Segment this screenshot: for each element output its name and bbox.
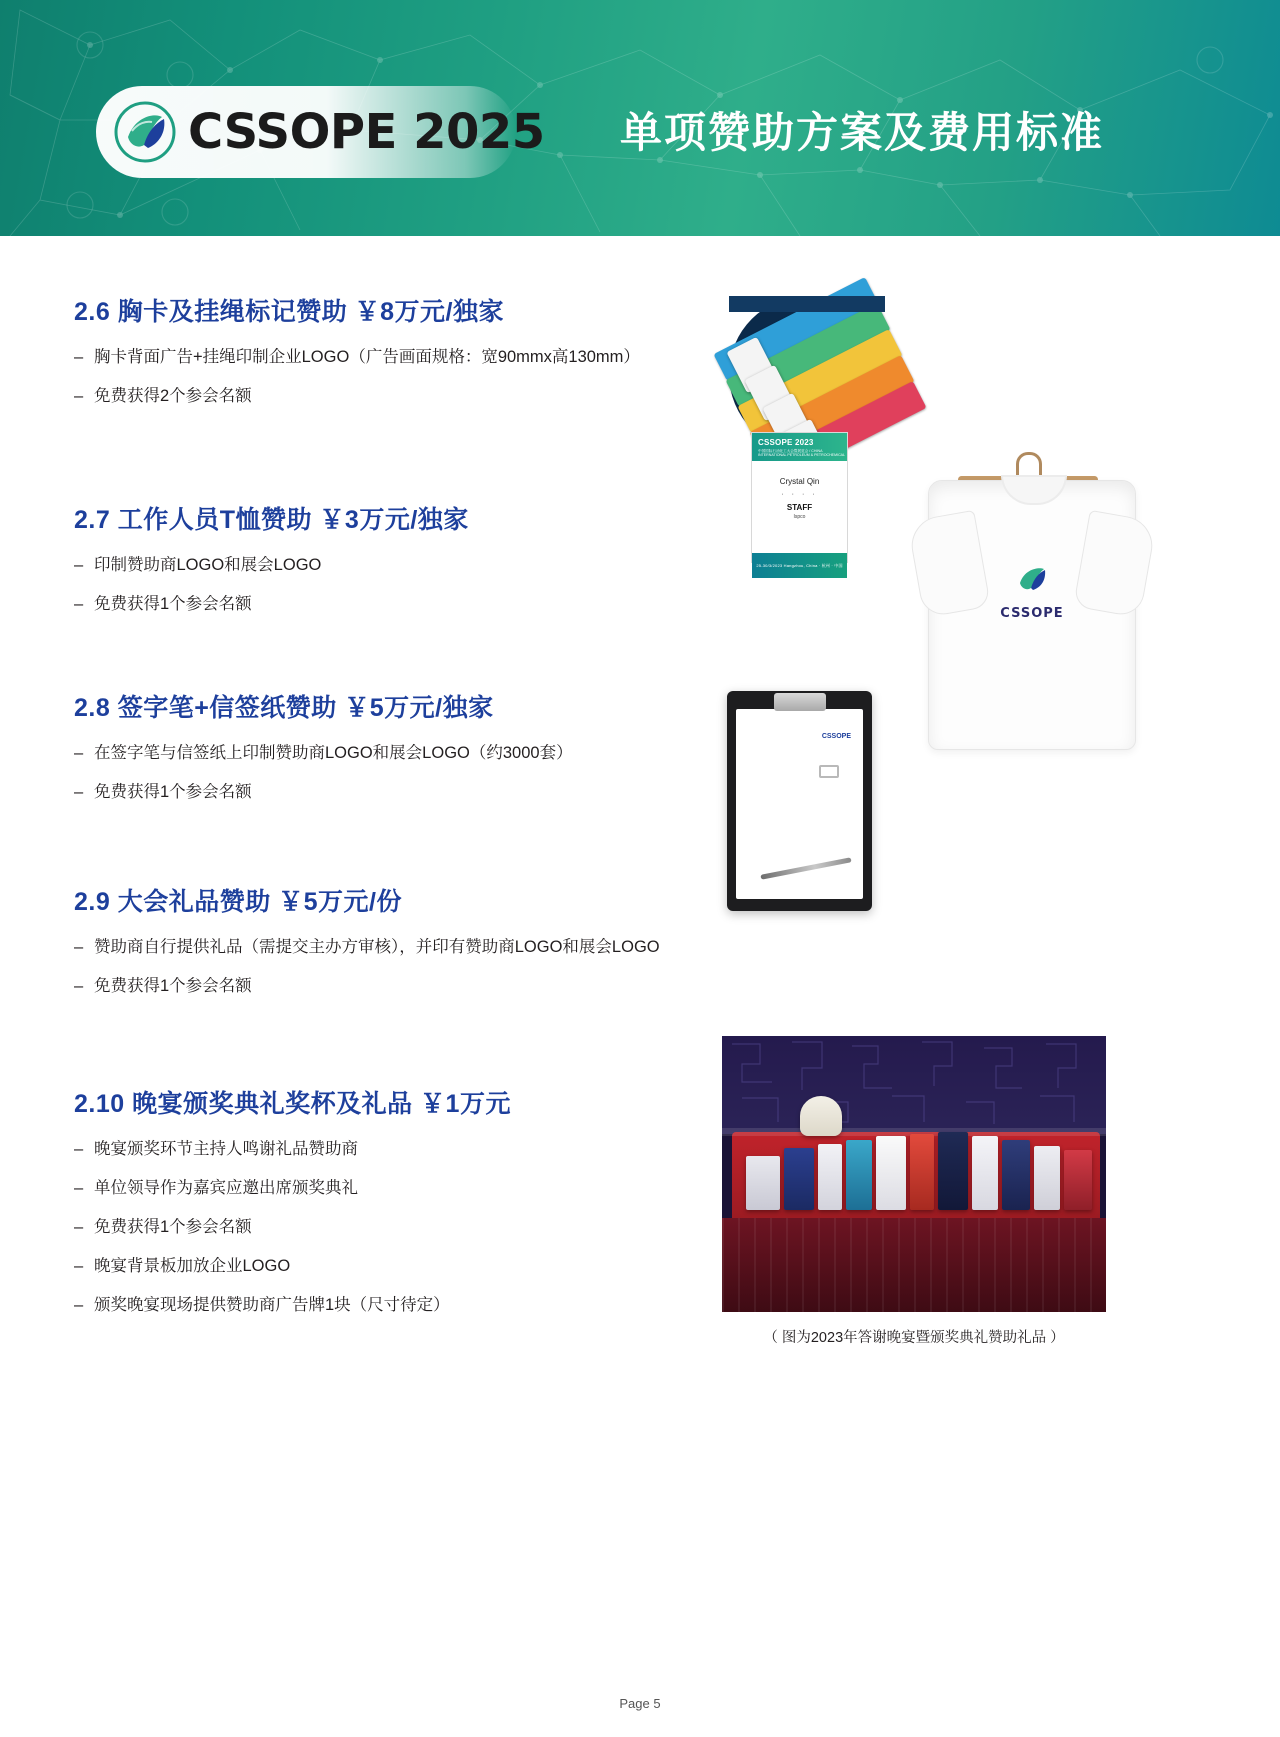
- list-item-text: 单位领导作为嘉宾应邀出席颁奖典礼: [94, 1179, 358, 1198]
- tshirt-collar: [1001, 475, 1067, 505]
- list-item-text: 免费获得2个参会名额: [94, 387, 252, 406]
- page-header: [0, 0, 1280, 236]
- list-item: [74, 975, 814, 998]
- dash-icon: –: [74, 1179, 84, 1198]
- page-title: 单项赞助方案及费用标准: [620, 109, 1105, 156]
- list-item: [74, 781, 794, 804]
- badge-brand: CSSOPE 2023: [758, 438, 814, 447]
- cssope-logo-icon: [1012, 559, 1052, 599]
- gift-item: [1064, 1150, 1092, 1210]
- list-item: [74, 742, 794, 765]
- section-2-8: [74, 688, 794, 820]
- lanyard-photo: [729, 296, 885, 452]
- tshirt-photo: [880, 452, 1180, 832]
- gift-item: [972, 1136, 998, 1210]
- dash-icon: –: [74, 1296, 84, 1315]
- list-item: [74, 1216, 774, 1239]
- list-item-text: 胸卡背面广告+挂绳印制企业LOGO（广告画面规格：宽90mmx高130mm）: [94, 348, 640, 366]
- dash-icon: –: [74, 556, 84, 574]
- badge-card-photo: [751, 432, 848, 568]
- badge-role: STAFF: [786, 503, 813, 512]
- badge-dots: · · · ·: [781, 491, 818, 498]
- gift-item: [746, 1156, 780, 1210]
- section-2-10: [74, 1084, 774, 1333]
- list-item-text: 晚宴背景板加放企业LOGO: [94, 1257, 291, 1276]
- list-item-text: 免费获得1个参会名额: [94, 595, 252, 614]
- tshirt-logo: [990, 559, 1074, 621]
- clipboard-clamp: [774, 693, 826, 711]
- section-title: 2.9 大会礼品赞助 ￥5万元/份: [74, 888, 402, 916]
- dash-icon: –: [74, 1257, 84, 1276]
- badge-name: Crystal Qin: [779, 477, 820, 486]
- dash-icon: –: [74, 1218, 84, 1237]
- gift-item: [1034, 1146, 1060, 1210]
- badge-footer: 25-30/3/2023 Hangzhou, China · 杭州 · 中国: [752, 553, 847, 578]
- section-2-9: [74, 882, 814, 1014]
- clipboard-paper: [736, 709, 863, 899]
- list-item: [74, 554, 774, 577]
- tshirt-body: [928, 480, 1136, 750]
- list-item: [74, 385, 774, 408]
- list-item-text: 免费获得1个参会名额: [94, 783, 252, 802]
- list-item-text: 免费获得1个参会名额: [94, 1218, 252, 1237]
- dash-icon: –: [74, 1140, 84, 1158]
- section-title: 2.6 胸卡及挂绳标记赞助 ￥8万元/独家: [74, 298, 504, 326]
- badge-brand-sub: 中国国际石油化工大会暨展览会 / CHINA INTERNATIONAL PETROLEUM & PETROCHEMICAL: [758, 449, 846, 458]
- dash-icon: –: [74, 387, 84, 406]
- dash-icon: –: [74, 977, 84, 996]
- list-item-text: 赞助商自行提供礼品（需提交主办方审核），并印有赞助商LOGO和展会LOGO: [94, 938, 660, 956]
- paper-clip-icon: [819, 765, 839, 778]
- gift-item: [784, 1148, 814, 1210]
- list-item-text: 印制赞助商LOGO和展会LOGO: [94, 556, 322, 574]
- table-skirt: [722, 1218, 1106, 1312]
- tshirt-sleeve-right: [1073, 510, 1157, 618]
- cssope-logo-plate: [96, 86, 545, 178]
- dash-icon: –: [74, 938, 84, 956]
- dash-icon: –: [74, 595, 84, 614]
- section-title: 2.7 工作人员T恤赞助 ￥3万元/独家: [74, 506, 469, 534]
- gift-item: [938, 1132, 968, 1210]
- cssope-logo-icon: [114, 101, 176, 163]
- tshirt-logo-text: CSSOPE: [1000, 606, 1064, 621]
- section-title: 2.8 签字笔+信签纸赞助 ￥5万元/独家: [74, 694, 494, 722]
- photo-caption: （ 图为2023年答谢晚宴暨颁奖典礼赞助礼品 ）: [763, 1330, 1065, 1346]
- list-item: [74, 1138, 774, 1161]
- list-item-text: 颁奖晚宴现场提供赞助商广告牌1块（尺寸待定）: [94, 1296, 450, 1315]
- gift-item: [876, 1136, 906, 1210]
- list-item: [74, 1255, 774, 1278]
- tshirt-sleeve-left: [907, 510, 991, 618]
- list-item: [74, 936, 814, 959]
- gift-item: [818, 1144, 842, 1210]
- section-title: 2.10 晚宴颁奖典礼奖杯及礼品 ￥1万元: [74, 1090, 511, 1118]
- gift-item: [846, 1140, 872, 1210]
- clipboard-logo-text: CSSOPE: [821, 733, 851, 740]
- section-2-6: [74, 292, 774, 424]
- pen-icon: [760, 857, 851, 879]
- trophy-item: [800, 1096, 842, 1136]
- badge-header: [752, 433, 847, 461]
- dash-icon: –: [74, 348, 84, 366]
- list-item: [74, 1177, 774, 1200]
- page-footer: Page 5: [619, 1696, 661, 1711]
- dash-icon: –: [74, 744, 84, 762]
- list-item: [74, 593, 774, 616]
- gala-gifts-photo: [722, 1036, 1106, 1312]
- gift-item: [910, 1134, 934, 1210]
- gift-item: [1002, 1140, 1030, 1210]
- list-item: [74, 1294, 774, 1317]
- clipboard-photo: [727, 691, 872, 911]
- section-2-7: [74, 500, 774, 632]
- list-item-text: 在签字笔与信签纸上印制赞助商LOGO和展会LOGO（约3000套）: [94, 744, 573, 762]
- list-item-text: 免费获得1个参会名额: [94, 977, 252, 996]
- badge-body: [752, 477, 847, 553]
- cssope-logo-text: CSSOPE 2025: [188, 104, 545, 160]
- list-item-text: 晚宴颁奖环节主持人鸣谢礼品赞助商: [94, 1140, 358, 1158]
- stage-backdrop: [722, 1036, 1106, 1134]
- badge-company: Ispco: [793, 514, 806, 520]
- list-item: [74, 346, 774, 369]
- dash-icon: –: [74, 783, 84, 802]
